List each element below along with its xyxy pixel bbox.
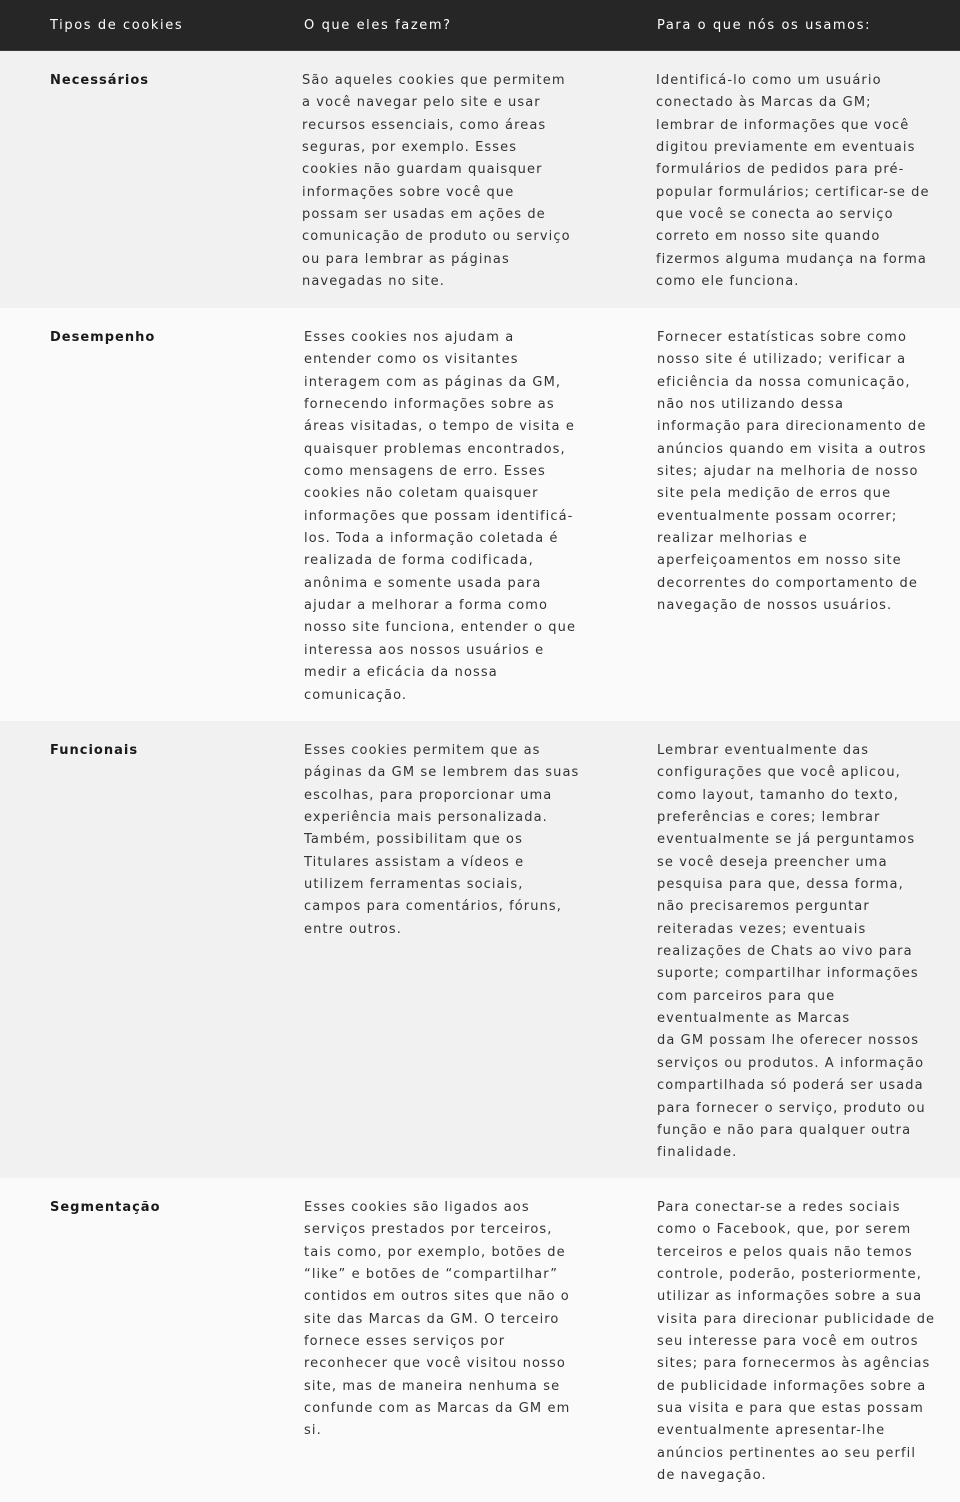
text-line: compartilhada só poderá ser usada: [657, 1078, 924, 1094]
text-line: informação para direcionamento de: [657, 419, 927, 435]
text-line: áreas visitadas, o tempo de visita e: [304, 419, 575, 435]
text-line: informações sobre você que: [302, 184, 515, 200]
text-line: não precisaremos perguntar: [657, 899, 870, 915]
text-line: fizermos alguma mudança na forma: [656, 251, 927, 267]
text-line: realizações de Chats ao vivo para: [657, 944, 913, 960]
text-line: campos para comentários, fóruns,: [304, 899, 563, 915]
table-row: [0, 721, 960, 1178]
text-line: anônima e somente usada para: [304, 575, 542, 591]
text-line: si.: [304, 1423, 322, 1439]
text-line: Também, possibilitam que os: [304, 832, 523, 848]
text-line: confunde com as Marcas da GM em: [304, 1401, 571, 1417]
text-line: Esses cookies nos ajudam a: [304, 330, 515, 345]
text-line: “like” e botões de “compartilhar”: [304, 1267, 559, 1283]
text-line: utilizem ferramentas sociais,: [304, 877, 524, 893]
cookie-type-name: Necessários: [50, 73, 150, 88]
text-line: los. Toda a informação coletada é: [304, 531, 559, 547]
text-line: a você navegar pelo site e usar: [302, 95, 541, 111]
text-line: navegadas no site.: [302, 274, 445, 290]
table-row: [0, 51, 960, 308]
text-line: aperfeiçoamentos em nosso site: [657, 553, 902, 569]
text-line: como ele funciona.: [656, 274, 800, 290]
text-line: quaisquer problemas encontrados,: [304, 441, 566, 457]
text-line: interagem com as páginas da GM,: [304, 374, 562, 390]
text-line: recursos essenciais, como áreas: [302, 117, 547, 133]
text-line: nosso site é utilizado; verificar a: [657, 352, 907, 368]
text-line: medir a eficácia da nossa: [304, 665, 498, 681]
text-line: navegação de nossos usuários.: [657, 598, 893, 614]
text-line: decorrentes do comportamento de: [657, 575, 918, 591]
text-line: como mensagens de erro. Esses: [304, 464, 546, 480]
text-line: seu interesse para você em outros: [657, 1334, 919, 1350]
text-line: não nos utilizando dessa: [657, 397, 845, 413]
text-line: suporte; compartilhar informações: [657, 966, 919, 982]
text-line: eventualmente as Marcas: [657, 1011, 851, 1027]
text-line: eventualmente apresentar-lhe: [657, 1423, 886, 1439]
text-line: da GM possam lhe oferecer nossos: [657, 1033, 920, 1049]
text-line: site pela medição de erros que: [657, 486, 892, 502]
text-line: reiteradas vezes; eventuais: [657, 921, 867, 937]
header-what-they-do: O que eles fazem?: [304, 18, 452, 33]
cookie-description: [304, 1197, 571, 1443]
text-line: entre outros.: [304, 921, 403, 937]
text-line: serviços ou produtos. A informação: [657, 1055, 925, 1071]
text-line: sites; para fornecermos às agências: [657, 1356, 931, 1372]
text-line: fornecendo informações sobre as: [304, 397, 555, 413]
text-line: formulários de pedidos para pré-: [656, 162, 905, 178]
text-line: páginas da GM se lembrem das suas: [304, 765, 580, 781]
text-line: eventualmente possam ocorrer;: [657, 508, 898, 524]
text-line: Para conectar-se a redes sociais: [657, 1200, 901, 1215]
text-line: ou para lembrar as páginas: [302, 251, 510, 267]
text-line: preferências e cores; lembrar: [657, 810, 881, 826]
header-what-we-use-them-for: Para o que nós os usamos:: [657, 18, 872, 33]
text-line: Titulares assistam a vídeos e: [304, 854, 525, 870]
text-line: eventualmente se já perguntamos: [657, 832, 916, 848]
cookie-type-name: Segmentação: [50, 1200, 161, 1215]
cookie-usage: [657, 1197, 936, 1487]
text-line: entender como os visitantes: [304, 352, 519, 368]
text-line: site, mas de maneira nenhuma se: [304, 1378, 561, 1394]
text-line: ajudar a melhorar a forma como: [304, 598, 549, 614]
text-line: como o Facebook, que, por serem: [657, 1222, 912, 1238]
text-line: Esses cookies são ligados aos: [304, 1200, 530, 1215]
cookie-usage: [657, 740, 926, 1165]
text-line: anúncios pertinentes ao seu perfil: [657, 1445, 917, 1461]
text-line: de navegação.: [657, 1468, 767, 1484]
text-line: controle, poderão, posteriormente,: [657, 1267, 922, 1283]
text-line: site das Marcas da GM. O terceiro: [304, 1311, 560, 1327]
text-line: comunicação.: [304, 687, 408, 703]
cookie-description: [302, 70, 571, 293]
text-line: eficiência da nossa comunicação,: [657, 374, 911, 390]
cookie-type-name: Desempenho: [50, 330, 156, 345]
text-line: Esses cookies permitem que as: [304, 743, 541, 758]
text-line: interessa aos nossos usuários e: [304, 642, 545, 658]
text-line: para fornecer o serviço, produto ou: [657, 1100, 926, 1116]
text-line: visita para direcionar publicidade de: [657, 1311, 936, 1327]
text-line: conectado às Marcas da GM;: [656, 95, 872, 111]
cookie-type-name: Funcionais: [50, 743, 139, 758]
text-line: reconhecer que você visitou nosso: [304, 1356, 566, 1372]
table-header: [0, 0, 960, 51]
text-line: anúncios quando em visita a outros: [657, 441, 927, 457]
text-line: escolhas, para proporcionar uma: [304, 787, 553, 803]
text-line: sua visita e para que estas possam: [657, 1401, 924, 1417]
text-line: cookies não coletam quaisquer: [304, 486, 539, 502]
table-row: [0, 1178, 960, 1502]
text-line: contidos em outros sites que não o: [304, 1289, 570, 1305]
text-line: informações que possam identificá-: [304, 508, 574, 524]
text-line: Lembrar eventualmente das: [657, 743, 870, 758]
text-line: realizada de forma codificada,: [304, 553, 534, 569]
cookie-usage: [657, 327, 927, 617]
text-line: Identificá-lo como um usuário: [656, 73, 882, 88]
text-line: Fornecer estatísticas sobre como: [657, 330, 908, 345]
text-line: com parceiros para que: [657, 988, 836, 1004]
text-line: fornece esses serviços por: [304, 1334, 506, 1350]
header-cookie-types: Tipos de cookies: [50, 18, 184, 33]
text-line: como layout, tamanho do texto,: [657, 787, 900, 803]
text-line: cookies não guardam quaisquer: [302, 162, 543, 178]
text-line: possam ser usadas em ações de: [302, 207, 546, 223]
text-line: digitou previamente em eventuais: [656, 140, 916, 156]
text-line: se você deseja preencher uma: [657, 854, 888, 870]
cookie-usage: [656, 70, 930, 293]
text-line: de publicidade informações sobre a: [657, 1378, 927, 1394]
text-line: pesquisa para que, dessa forma,: [657, 877, 904, 893]
cookie-description: [304, 327, 577, 707]
text-line: função e não para qualquer outra: [657, 1122, 912, 1138]
text-line: terceiros e pelos quais não temos: [657, 1244, 913, 1260]
text-line: sites; ajudar na melhoria de nosso: [657, 464, 919, 480]
text-line: tais como, por exemplo, botões de: [304, 1244, 566, 1260]
text-line: utilizar as informações sobre a sua: [657, 1289, 923, 1305]
text-line: lembrar de informações que você: [656, 117, 910, 133]
text-line: nosso site funciona, entender o que: [304, 620, 577, 636]
text-line: experiência mais personalizada.: [304, 810, 548, 826]
text-line: comunicação de produto ou serviço: [302, 229, 571, 245]
text-line: realizar melhorias e: [657, 531, 808, 547]
text-line: configurações que você aplicou,: [657, 765, 901, 781]
text-line: correto em nosso site quando: [656, 229, 881, 245]
table-row: [0, 308, 960, 721]
text-line: finalidade.: [657, 1145, 738, 1161]
cookie-description: [304, 740, 580, 941]
text-line: serviços prestados por terceiros,: [304, 1222, 553, 1238]
text-line: popular formulários; certificar-se de: [656, 184, 930, 200]
text-line: seguras, por exemplo. Esses: [302, 140, 518, 156]
text-line: que você se conecta ao serviço: [656, 207, 894, 223]
text-line: São aqueles cookies que permitem: [302, 73, 566, 88]
